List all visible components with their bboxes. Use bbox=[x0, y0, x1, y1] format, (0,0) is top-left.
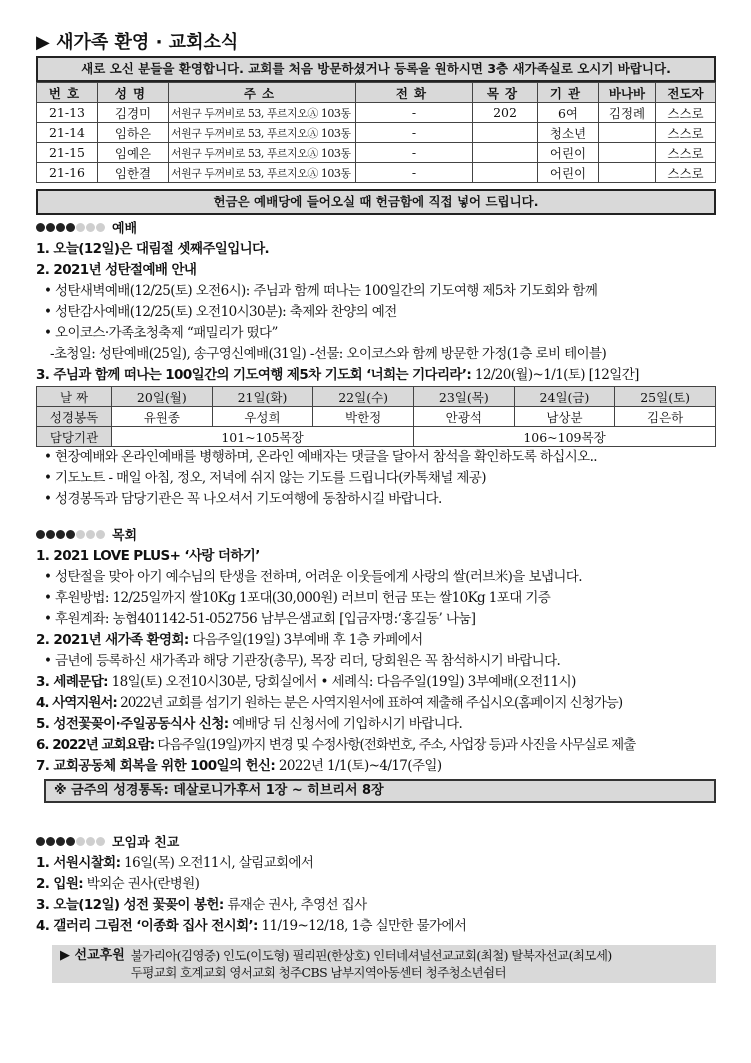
worship-bullet: • 오이코스·가족초청축제 “패밀리가 떴다” bbox=[44, 325, 278, 341]
section-heading-gatherings bbox=[36, 833, 716, 853]
dot-icon bbox=[86, 530, 95, 539]
table-cell: 청소년 bbox=[538, 123, 599, 143]
dot-icon bbox=[46, 530, 55, 539]
section-heading-worship bbox=[36, 219, 716, 239]
dot-icon bbox=[66, 223, 75, 232]
gathering-item-3 bbox=[36, 895, 716, 916]
table-cell: 임하은 bbox=[98, 123, 169, 143]
table-cell: 21-15 bbox=[37, 143, 98, 163]
item-text: 박외순 권사(란병원) bbox=[83, 876, 200, 892]
table-cell: 서원구 두꺼비로 53, 푸르지오Ⓐ 103동 bbox=[169, 143, 356, 163]
item-text: 예배당 뒤 신청서에 기입하시기 바랍니다. bbox=[228, 716, 463, 732]
dot-icon bbox=[96, 837, 105, 846]
schedule-reader: 우성희 bbox=[212, 407, 313, 427]
col-cell: 목장 bbox=[473, 83, 538, 103]
table-cell: 21-14 bbox=[37, 123, 98, 143]
table-cell: 스스로 bbox=[656, 123, 716, 143]
dot-icon bbox=[46, 223, 55, 232]
col-evangelist: 전도자 bbox=[656, 83, 716, 103]
table-cell bbox=[473, 123, 538, 143]
mission-support-box bbox=[52, 945, 716, 983]
col-address: 주소 bbox=[169, 83, 356, 103]
section-title: 목회 bbox=[112, 528, 138, 544]
pastoral-item-2 bbox=[36, 630, 716, 651]
dot-icon bbox=[96, 530, 105, 539]
item-text: 2. 2021년 성탄절예배 안내 bbox=[36, 262, 197, 278]
table-cell: 어린이 bbox=[538, 163, 599, 183]
section-heading-pastoral bbox=[36, 526, 716, 546]
bullet-dots-icon bbox=[36, 526, 106, 546]
dot-icon bbox=[86, 223, 95, 232]
pastoral-item-4 bbox=[36, 693, 716, 714]
gathering-item-1 bbox=[36, 853, 716, 874]
bullet-dots-icon bbox=[36, 833, 106, 853]
pastoral-item-1 bbox=[36, 546, 716, 567]
schedule-org: 106~109목장 bbox=[413, 427, 715, 447]
item-text: 12/20(월)~1/1(토) [12일간] bbox=[471, 367, 639, 383]
table-cell bbox=[473, 143, 538, 163]
item-label: 2. 입원: bbox=[36, 876, 84, 892]
table-cell: 서원구 두꺼비로 53, 푸르지오Ⓐ 103동 bbox=[169, 163, 356, 183]
page-title: ▶ 새가족 환영 · 교회소식 bbox=[36, 32, 239, 53]
col-number: 번호 bbox=[37, 83, 98, 103]
item-label: 1. 서원시찰회: bbox=[36, 855, 121, 871]
table-cell: 21-16 bbox=[37, 163, 98, 183]
item-label: 5. 성전꽃꽂이·주일공동식사 신청: bbox=[36, 716, 229, 732]
item-label: 4. 사역지원서: bbox=[36, 695, 117, 711]
pastoral-bullet: • 금년에 등록하신 새가족과 해당 기관장(총무), 목장 리더, 당회원은 꼭 참석하시기 바랍니다. bbox=[44, 653, 561, 669]
worship-bullet: • 성탄감사예배(12/25(토) 오전10시30분): 축제와 찬양의 예전 bbox=[44, 304, 397, 320]
item-text: 11/19~12/18, 1층 실만한 물가에서 bbox=[257, 918, 467, 934]
table-cell: 서원구 두꺼비로 53, 푸르지오Ⓐ 103동 bbox=[169, 123, 356, 143]
table-cell: 김경미 bbox=[98, 103, 169, 123]
dot-icon bbox=[36, 837, 45, 846]
mission-line: 불가리아(김영중) 인도(이도형) 필리핀(한상호) 인터네셔널선교교회(최철) 탈북자선교(최모세) bbox=[130, 948, 612, 963]
schedule-day: 23일(목) bbox=[413, 387, 514, 407]
table-row bbox=[37, 103, 716, 123]
table-cell: 임예은 bbox=[98, 143, 169, 163]
schedule-day: 25일(토) bbox=[615, 387, 716, 407]
dot-icon bbox=[56, 530, 65, 539]
schedule-reader: 남상분 bbox=[514, 407, 615, 427]
welcome-banner: 새로 오신 분들을 환영합니다. 교회를 처음 방문하셨거나 등록을 원하시면 3층 새가족실로 오시기 바랍니다. bbox=[36, 56, 716, 82]
pastoral-item-3 bbox=[36, 672, 716, 693]
dot-icon bbox=[46, 837, 55, 846]
bible-reading-box bbox=[44, 779, 716, 803]
worship-bullet: • 현장예배와 온라인예배를 병행하며, 온라인 예배자는 댓글을 달아서 참석을 확인하도록 하십시오.. bbox=[44, 449, 597, 465]
table-cell: 202 bbox=[473, 103, 538, 123]
worship-item-3 bbox=[36, 365, 716, 386]
item-label: 3. 세례문답: bbox=[36, 674, 108, 690]
section-title: 예배 bbox=[112, 221, 138, 237]
dot-icon bbox=[76, 223, 85, 232]
table-cell: - bbox=[356, 143, 473, 163]
item-text: 다음주일(19일)까지 변경 및 수정사항(전화번호, 주소, 사업장 등)과 사진을 사무실로 제출 bbox=[154, 737, 636, 753]
table-cell: 스스로 bbox=[656, 103, 716, 123]
table-cell: - bbox=[356, 163, 473, 183]
worship-bullet: • 기도노트 - 매일 아침, 정오, 저녁에 쉬지 않는 기도를 드립니다(카톡채널 제공) bbox=[44, 470, 486, 486]
item-text: 1. 2021 LOVE PLUS+ ‘사랑 더하기’ bbox=[36, 548, 260, 564]
dot-icon bbox=[66, 530, 75, 539]
pastoral-bullet: • 성탄절을 맞아 아기 예수님의 탄생을 전하며, 어려운 이웃들에게 사랑의 쌀(러브米)을 보냅니다. bbox=[44, 569, 582, 585]
dot-icon bbox=[86, 837, 95, 846]
mission-line: 두평교회 호계교회 영서교회 청주CBS 남부지역아동센터 청주청소년쉼터 bbox=[130, 965, 506, 980]
dot-icon bbox=[96, 223, 105, 232]
schedule-reader: 박한정 bbox=[313, 407, 414, 427]
schedule-label: 성경봉독 bbox=[37, 407, 112, 427]
item-text: 류재순 권사, 추영선 집사 bbox=[223, 897, 367, 913]
prayer-schedule-table bbox=[36, 386, 716, 447]
item-text: 18일(토) 오전10시30분, 당회실에서 • 세례식: 다음주일(19일) 3부예배(오전11시) bbox=[107, 674, 576, 690]
gathering-item-2 bbox=[36, 874, 716, 895]
bulletin-page bbox=[36, 30, 716, 983]
dot-icon bbox=[56, 223, 65, 232]
table-row bbox=[37, 163, 716, 183]
schedule-reader: 안광석 bbox=[413, 407, 514, 427]
item-label: 3. 주님과 함께 떠나는 100일간의 기도여행 제5차 기도회 ‘너희는 기다리라’: bbox=[36, 367, 472, 383]
item-label: 3. 오늘(12일) 성전 꽃꽂이 봉헌: bbox=[36, 897, 224, 913]
worship-bullet: • 성경봉독과 담당기관은 꼭 나오셔서 기도여행에 동참하시길 바랍니다. bbox=[44, 491, 442, 507]
table-row bbox=[37, 123, 716, 143]
table-cell bbox=[599, 123, 656, 143]
dot-icon bbox=[76, 837, 85, 846]
worship-subline: -초청일: 성탄예배(25일), 송구영신예배(31일) -선물: 오이코스와 함께 방문한 가정(1층 로비 테이블) bbox=[50, 346, 607, 362]
item-label: 6. 2022년 교회요람: bbox=[36, 737, 155, 753]
bullet-dots-icon bbox=[36, 219, 106, 239]
schedule-reader: 김은하 bbox=[615, 407, 716, 427]
col-org: 기관 bbox=[538, 83, 599, 103]
pastoral-bullet: • 후원방법: 12/25일까지 쌀10Kg 1포대(30,000원) 러브미 헌금 또는 쌀10Kg 1포대 기증 bbox=[44, 590, 551, 606]
schedule-day: 20일(월) bbox=[112, 387, 213, 407]
col-barnabas: 바나바 bbox=[599, 83, 656, 103]
item-label: 2. 2021년 새가족 환영회: bbox=[36, 632, 189, 648]
new-family-table bbox=[36, 82, 716, 183]
table-cell: - bbox=[356, 103, 473, 123]
item-text: 1. 오늘(12일)은 대림절 셋째주일입니다. bbox=[36, 241, 270, 257]
worship-item-1 bbox=[36, 239, 716, 260]
schedule-day: 24일(금) bbox=[514, 387, 615, 407]
col-name: 성명 bbox=[98, 83, 169, 103]
dot-icon bbox=[36, 530, 45, 539]
table-cell: 스스로 bbox=[656, 163, 716, 183]
reading-text: ※ 금주의 성경통독: 데살로니가후서 1장 ~ 히브리서 8장 bbox=[54, 783, 384, 798]
schedule-label: 날 짜 bbox=[37, 387, 112, 407]
table-cell: 6여 bbox=[538, 103, 599, 123]
table-cell: 임한결 bbox=[98, 163, 169, 183]
dot-icon bbox=[36, 223, 45, 232]
table-cell bbox=[599, 143, 656, 163]
dot-icon bbox=[56, 837, 65, 846]
table-cell: 스스로 bbox=[656, 143, 716, 163]
gathering-item-4 bbox=[36, 916, 716, 937]
item-text: 2022년 교회를 섬기기 원하는 분은 사역지원서에 표하여 제출해 주십시오(홈페이지 신청가능) bbox=[116, 695, 623, 711]
schedule-reader: 유원종 bbox=[112, 407, 213, 427]
table-cell: 김정례 bbox=[599, 103, 656, 123]
table-cell bbox=[473, 163, 538, 183]
mission-label: ▶ 선교후원 bbox=[60, 948, 125, 963]
item-label: 7. 교회공동체 회복을 위한 100일의 헌신: bbox=[36, 758, 276, 774]
schedule-org: 101~105목장 bbox=[112, 427, 414, 447]
dot-icon bbox=[76, 530, 85, 539]
item-text: 다음주일(19일) 3부예배 후 1층 카페에서 bbox=[188, 632, 423, 648]
item-text: 16일(목) 오전11시, 살림교회에서 bbox=[120, 855, 314, 871]
schedule-day: 21일(화) bbox=[212, 387, 313, 407]
table-cell: 서원구 두꺼비로 53, 푸르지오Ⓐ 103동 bbox=[169, 103, 356, 123]
item-label: 4. 갤러리 그림전 ‘이종화 집사 전시회’: bbox=[36, 918, 258, 934]
table-cell: - bbox=[356, 123, 473, 143]
table-cell: 21-13 bbox=[37, 103, 98, 123]
pastoral-item-7 bbox=[36, 756, 716, 777]
item-text: 2022년 1/1(토)~4/17(주일) bbox=[275, 758, 442, 774]
section-title: 모임과 친교 bbox=[112, 835, 180, 851]
worship-item-2 bbox=[36, 260, 716, 281]
pastoral-item-6 bbox=[36, 735, 716, 756]
offering-notice: 헌금은 예배당에 들어오실 때 헌금함에 직접 넣어 드립니다. bbox=[36, 189, 716, 215]
table-row bbox=[37, 143, 716, 163]
pastoral-item-5 bbox=[36, 714, 716, 735]
schedule-label: 담당기관 bbox=[37, 427, 112, 447]
pastoral-bullet: • 후원계좌: 농협401142-51-052756 남부은샘교회 [입금자명:‘홍길동’ 나눔] bbox=[44, 611, 476, 627]
worship-bullet: • 성탄새벽예배(12/25(토) 오전6시): 주님과 함께 떠나는 100일간의 기도여행 제5차 기도회와 함께 bbox=[44, 283, 598, 299]
schedule-day: 22일(수) bbox=[313, 387, 414, 407]
col-phone: 전화 bbox=[356, 83, 473, 103]
table-cell bbox=[599, 163, 656, 183]
dot-icon bbox=[66, 837, 75, 846]
table-cell: 어린이 bbox=[538, 143, 599, 163]
